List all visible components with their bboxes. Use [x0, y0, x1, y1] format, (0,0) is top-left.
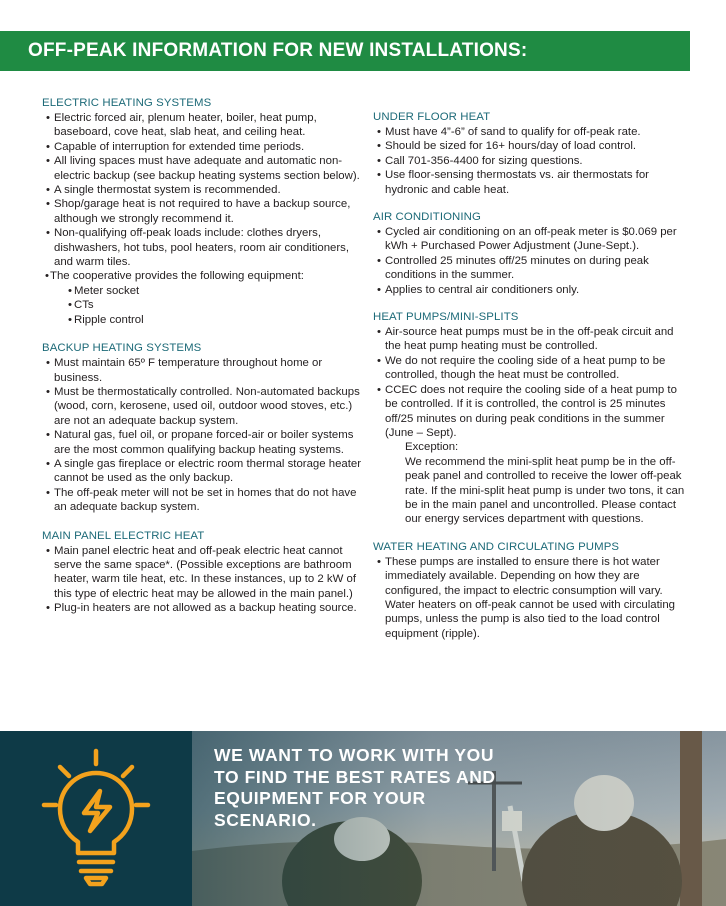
- list-item: • Controlled 25 minutes off/25 minutes on during peak conditions in the summer.: [373, 254, 689, 283]
- air-conditioning-section: [373, 210, 689, 297]
- lightbulb-bolt-icon: [0, 731, 192, 906]
- list-item: • Cycled air conditioning on an off-peak meter is $0.069 per kWh + Purchased Power Adjustment (June-Sept.).: [373, 225, 689, 254]
- list-item: • Air-source heat pumps must be in the off-peak circuit and the heat pump heating must be controlled.: [373, 325, 689, 354]
- call-to-action-text: WE WANT TO WORK WITH YOU TO FIND THE BEST RATES AND EQUIPMENT FOR YOUR SCENARIO.: [214, 745, 496, 830]
- bullet-list: [373, 225, 689, 297]
- footer-banner: [0, 731, 726, 906]
- sub-list-item: • CTs: [42, 298, 362, 312]
- list-item: • A single gas fireplace or electric room thermal storage heater cannot be used as the only backup.: [42, 457, 362, 486]
- list-item: • Main panel electric heat and off-peak electric heat cannot serve the same space*. (Possible exceptions are bathroom heater, warm tile heat, etc. In these instances, up to 2 kW of this type of electric heat may be allowed in the main panel.): [42, 544, 362, 602]
- section-heading: BACKUP HEATING SYSTEMS: [42, 342, 202, 355]
- bullet-list: [42, 111, 362, 327]
- list-item: • Non-qualifying off-peak loads include: clothes dryers, dishwashers, hot tubs, pool heaters, room air conditioners, and warm tiles.: [42, 226, 362, 269]
- list-item: • Applies to central air conditioners only.: [373, 283, 689, 297]
- list-item: • These pumps are installed to ensure there is hot water immediately available. Depending on how they are configured, the impact to electric consumption will vary. Water heaters on off-peak cannot be used with circulating pumps, unless the pump is also tied to the load control equipment (ripple).: [373, 555, 689, 641]
- list-item: • Must be thermostatically controlled. Non-automated backups (wood, corn, kerosene, used oil, outdoor wood stoves, etc.) are not an adequate backup system.: [42, 385, 362, 428]
- list-item: • Natural gas, fuel oil, or propane forced-air or boiler systems are the most common qualifying backup heating systems.: [42, 428, 362, 457]
- right-column: [373, 110, 689, 652]
- heat-pumps-section: [373, 310, 689, 527]
- section-heading: ELECTRIC HEATING SYSTEMS: [42, 97, 212, 109]
- list-item: • The off-peak meter will not be set in homes that do not have an adequate backup system.: [42, 486, 362, 515]
- bullet-list: [42, 544, 362, 616]
- main-panel-heat-section: [42, 529, 362, 616]
- list-item: • Shop/garage heat is not required to have a backup source, although we strongly recommend it.: [42, 197, 362, 226]
- sub-list-item: • Meter socket: [42, 284, 362, 298]
- list-item: • A single thermostat system is recommended.: [42, 183, 362, 197]
- list-item: • All living spaces must have adequate and automatic non-electric backup (see backup heating systems section below).: [42, 154, 362, 183]
- list-item: • Must have 4”-6” of sand to qualify for off-peak rate.: [373, 125, 689, 139]
- bullet-list: [373, 555, 689, 641]
- exception-text: We recommend the mini-split heat pump be in the off-peak panel and controlled to receive the lower off-peak rate. If the mini-split heat pump is under two tons, it can be in the main panel and uncontrolled. Please contact our energy services department with questions.: [405, 455, 685, 526]
- list-item: • Should be sized for 16+ hours/day of load control.: [373, 139, 689, 153]
- list-item: • Capable of interruption for extended time periods.: [42, 140, 362, 154]
- bullet-list: [373, 125, 689, 197]
- bullet-list: [42, 356, 362, 514]
- backup-heating-section: [42, 341, 362, 514]
- list-item: • CCEC does not require the cooling side of a heat pump to be controlled. If it is controlled, the control is 25 minutes off/25 minutes on during peak conditions in the summer (June – Sept).: [373, 383, 689, 441]
- list-item: • The cooperative provides the following equipment:: [42, 269, 362, 283]
- list-item: • Plug-in heaters are not allowed as a backup heating source.: [42, 601, 362, 615]
- under-floor-heat-section: [373, 110, 689, 197]
- header-banner: [0, 31, 690, 71]
- icon-panel: [0, 731, 192, 906]
- list-item: • Use floor-sensing thermostats vs. air thermostats for hydronic and cable heat.: [373, 168, 689, 197]
- list-item: • Must maintain 65º F temperature throughout home or business.: [42, 356, 362, 385]
- list-item: • Call 701-356-4400 for sizing questions.: [373, 154, 689, 168]
- bullet-list: [373, 325, 689, 440]
- page-title: OFF-PEAK INFORMATION FOR NEW INSTALLATIONS:: [28, 40, 528, 61]
- section-heading: UNDER FLOOR HEAT: [373, 111, 491, 123]
- electric-heating-section: [42, 96, 362, 327]
- section-heading: HEAT PUMPS/MINI-SPLITS: [373, 311, 519, 324]
- section-heading: WATER HEATING AND CIRCULATING PUMPS: [373, 540, 620, 553]
- sub-list-item: • Ripple control: [42, 313, 362, 327]
- list-item: • Electric forced air, plenum heater, boiler, heat pump, baseboard, cove heat, slab heat, and ceiling heat.: [42, 111, 362, 140]
- water-heating-section: [373, 540, 689, 641]
- section-heading: AIR CONDITIONING: [373, 211, 481, 224]
- exception-label: Exception:: [405, 441, 459, 454]
- section-heading: MAIN PANEL ELECTRIC HEAT: [42, 529, 205, 542]
- left-column: [42, 96, 362, 627]
- list-item: • We do not require the cooling side of a heat pump to be controlled, though the heat must be controlled.: [373, 354, 689, 383]
